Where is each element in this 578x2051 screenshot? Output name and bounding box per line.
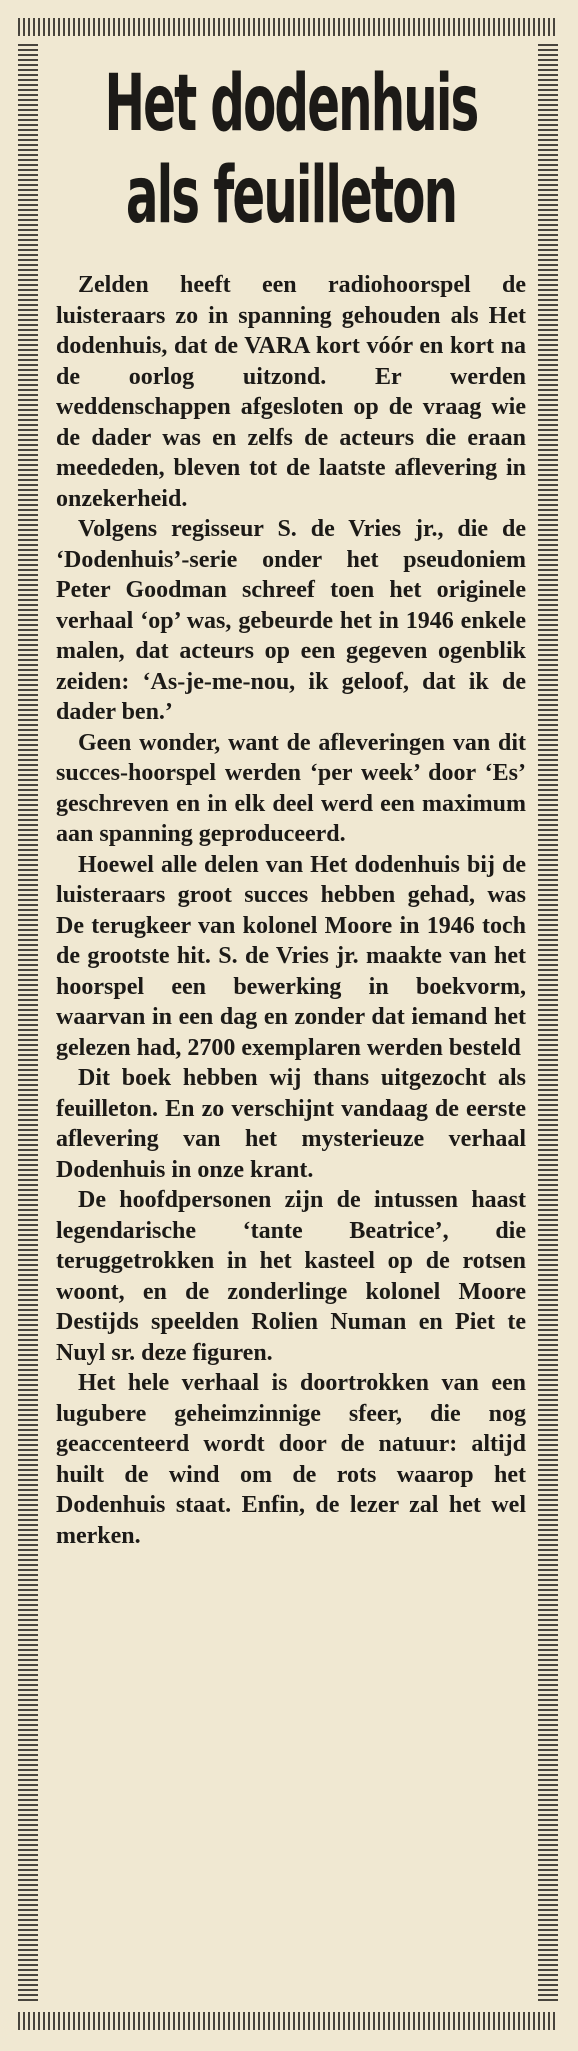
paragraph: Zelden heeft een radiohoorspel de luisteraars zo in spanning gehouden als Het dodenhuis, dat de VARA kort vóór en kort na de oorlog uitzond. Er werden weddenschappen afgesloten op de vraag wie de dader was en zelfs de acteurs die eraan meededen, bleven tot de laatste aflevering in onzekerheid. xyxy=(56,272,526,512)
headline-line-1: Het dodenhuis xyxy=(104,59,478,149)
paragraph: Hoewel alle delen van Het dodenhuis bij de luisteraars groot succes hebben gehad, was De terugkeer van kolonel Moore in 1946 toch de grootste hit. S. de Vries jr. maakte van het hoorspel een bewerking in boekvorm, waarvan in een dag en zonder dat iemand het gelezen had, 2700 exemplaren werden besteld xyxy=(56,851,526,1061)
paragraph: Geen wonder, want de afleveringen van dit succes-hoorspel werden ‘per week’ door ‘Es’ geschreven en in elk deel werd een maximum aan spanning geproduceerd. xyxy=(56,729,526,847)
article-body xyxy=(56,270,526,1551)
decorative-border-right xyxy=(538,44,558,2004)
paragraph: De hoofdpersonen zijn de intussen haast legendarische ‘tante Beatrice’, die teruggetrokken in het kasteel op de rotsen woont, en de zonderlinge kolonel Moore Destijds speelden Rolien Numan en Piet te Nuyl sr. deze figuren. xyxy=(56,1187,526,1366)
decorative-border-left xyxy=(18,44,38,2004)
headline xyxy=(55,58,526,242)
headline-line-2: als feuilleton xyxy=(125,151,457,241)
paragraph: Dit boek hebben wij thans uitgezocht als feuilleton. En zo verschijnt vandaag de eerste aflevering van het mysterieuze verhaal Dodenhuis in onze krant. xyxy=(56,1065,526,1183)
paragraph: Volgens regisseur S. de Vries jr., die de ‘Dodenhuis’-serie onder het pseudoniem Peter Goodman schreef toen het originele verhaal ‘op’ was, gebeurde het in 1946 enkele malen, dat acteurs op een gegeven ogenblik zeiden: ‘As-je-me-nou, ik geloof, dat ik de dader ben.’ xyxy=(56,516,526,725)
decorative-border-top xyxy=(18,18,558,36)
paragraph: Het hele verhaal is doortrokken van een lugubere geheimzinnige sfeer, die nog geaccenteerd wordt door de natuur: altijd huilt de wind om de rots waarop het Dodenhuis staat. Enfin, de lezer zal het wel merken. xyxy=(56,1370,526,1549)
decorative-border-bottom xyxy=(18,2012,558,2030)
article xyxy=(56,58,526,1551)
